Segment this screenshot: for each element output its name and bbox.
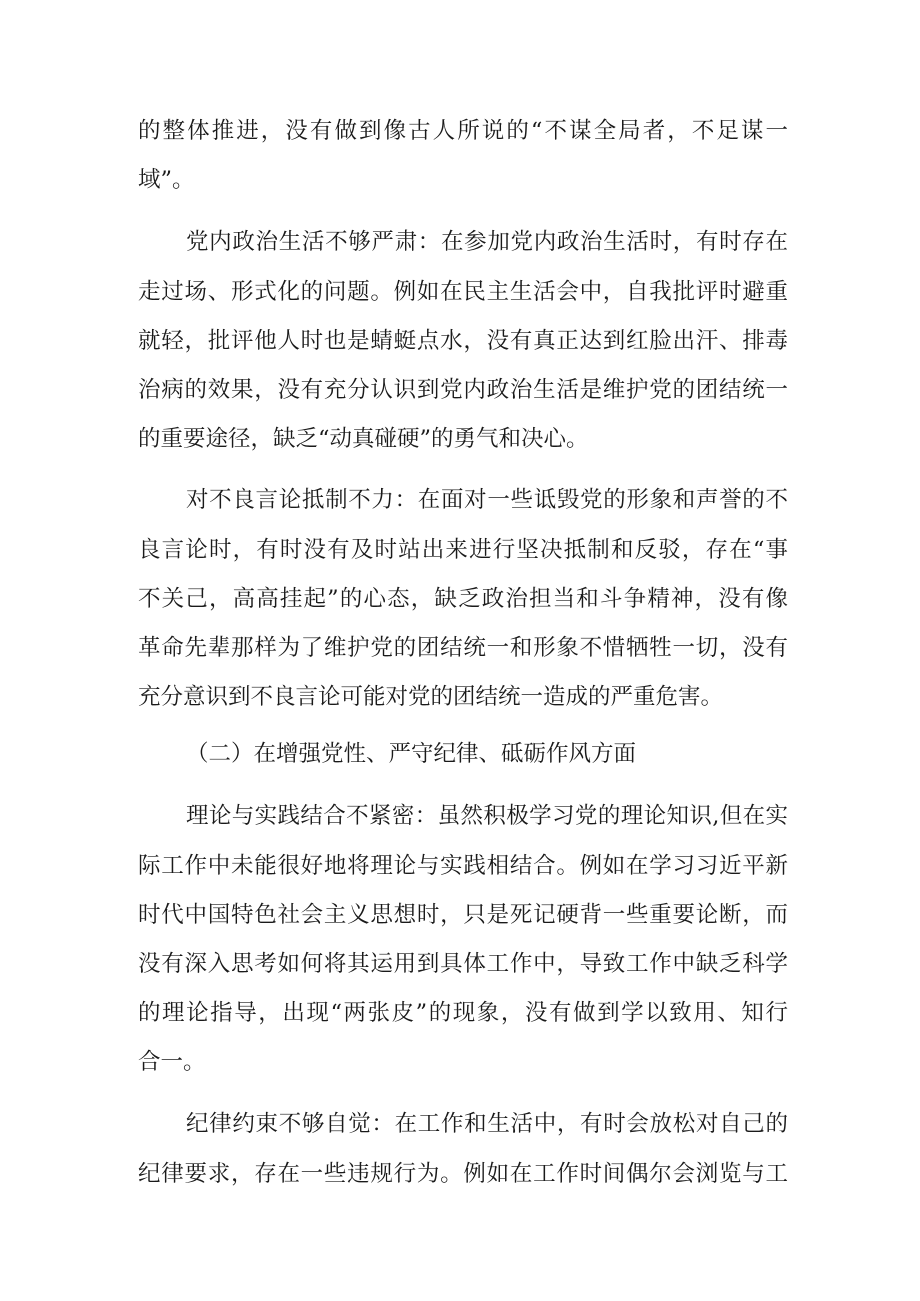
text-line: 没有深入思考如何将其运用到具体工作中，导致工作中缺乏科学: [138, 951, 788, 977]
text-line: 革命先辈那样为了维护党的团结统一和形象不惜牺牲一切，没有: [138, 635, 788, 661]
text-line: 不关己，高高挂起”的心态，缺乏政治担当和斗争精神，没有像: [138, 586, 788, 612]
text-line: 纪律约束不够自觉：在工作和生活中，有时会放松对自己的: [186, 1111, 788, 1137]
text-line: 合一。: [138, 1049, 206, 1075]
text-line: 的整体推进，没有做到像古人所说的“不谋全局者，不足谋一: [138, 118, 788, 144]
text-line: 时代中国特色社会主义思想时，只是死记硬背一些重要论断，而: [138, 902, 788, 928]
text-line: 的重要途径，缺乏“动真碰硬”的勇气和决心。: [138, 426, 589, 452]
text-line: 治病的效果，没有充分认识到党内政治生活是维护党的团结统一: [138, 377, 788, 403]
text-line: 际工作中未能很好地将理论与实践相结合。例如在学习习近平新: [138, 853, 788, 879]
text-line: 纪律要求，存在一些违规行为。例如在工作时间偶尔会浏览与工: [138, 1161, 788, 1187]
text-line: 良言论时，有时没有及时站出来进行坚决抵制和反驳，存在“事: [138, 537, 788, 563]
text-line: 对不良言论抵制不力：在面对一些诋毁党的形象和声誉的不: [186, 487, 788, 513]
text-line: 理论与实践结合不紧密：虽然积极学习党的理论知识,但在实: [186, 803, 788, 829]
text-line: 党内政治生活不够严肃：在参加党内政治生活时，有时存在: [186, 229, 788, 255]
text-line: 充分意识到不良言论可能对党的团结统一造成的严重危害。: [138, 684, 724, 710]
text-line: 就轻，批评他人时也是蜻蜓点水，没有真正达到红脸出汗、排毒: [138, 328, 788, 354]
text-line: 走过场、形式化的问题。例如在民主生活会中，自我批评时避重: [138, 279, 788, 305]
text-line: 的理论指导，出现“两张皮”的现象，没有做到学以致用、知行: [138, 1000, 788, 1026]
section-heading: （二）在增强党性、严守纪律、砥砺作风方面: [186, 741, 637, 767]
text-line: 域”。: [138, 167, 195, 193]
